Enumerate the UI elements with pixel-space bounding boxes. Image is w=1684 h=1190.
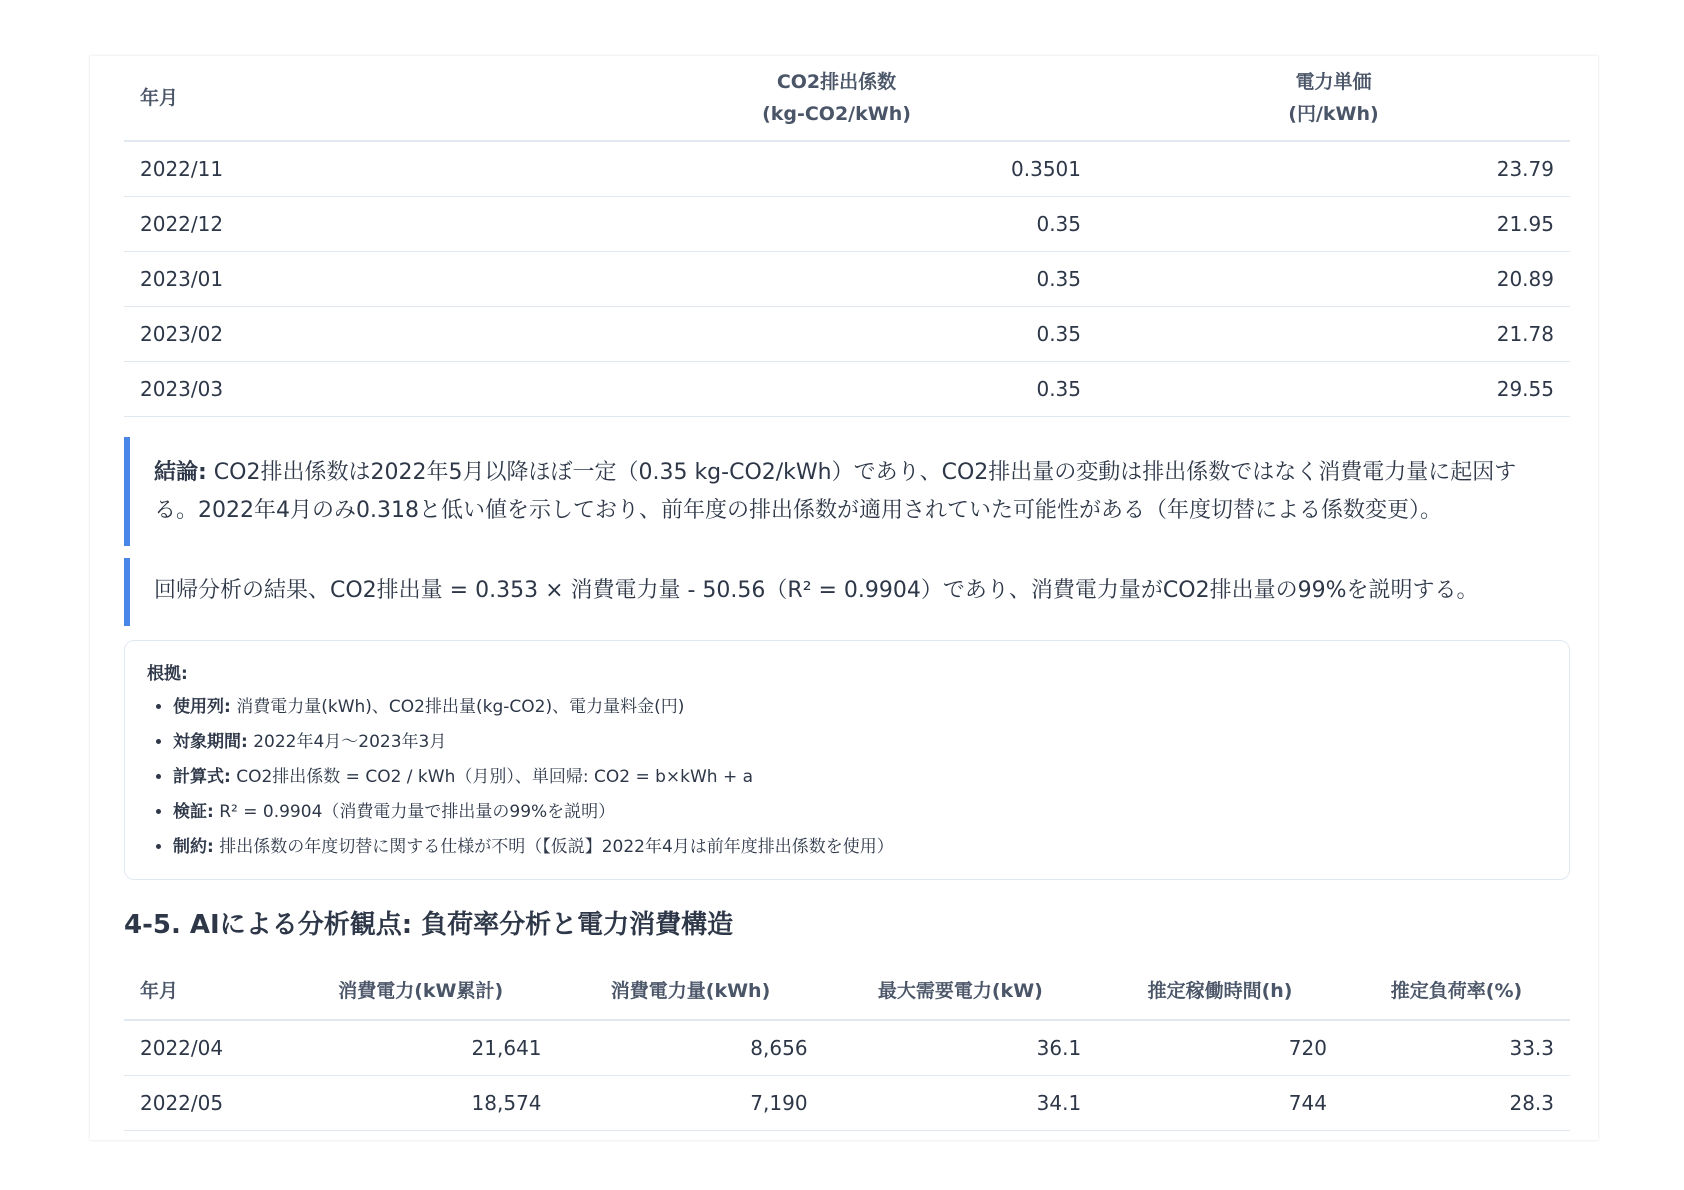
cell-unit-price: 21.78 — [1097, 307, 1570, 362]
evidence-text: 2022年4月〜2023年3月 — [247, 732, 447, 752]
header-kw-cumulative: 消費電力(kW累計) — [284, 963, 558, 1020]
table-row — [124, 1020, 1570, 1076]
list-item — [173, 690, 1547, 725]
cell-max-demand: 34.1 — [824, 1076, 1098, 1131]
cell-load-factor: 28.3 — [1343, 1076, 1570, 1131]
evidence-label: 使用列: — [173, 697, 231, 717]
load-factor-table — [124, 963, 1570, 1131]
section-heading: 4-5. AIによる分析観点: 負荷率分析と電力消費構造 — [124, 910, 734, 940]
cell-co2-factor: 0.35 — [576, 197, 1097, 252]
header-co2-factor: CO2排出係数 (kg-CO2/kWh) — [576, 56, 1097, 141]
list-item — [173, 830, 1547, 865]
cell-unit-price: 29.55 — [1097, 362, 1570, 417]
cell-unit-price: 23.79 — [1097, 141, 1570, 197]
header-max-demand: 最大需要電力(kW) — [824, 963, 1098, 1020]
evidence-text: CO2排出係数 = CO2 / kWh（月別）、単回帰: CO2 = b×kWh + a — [230, 767, 754, 787]
evidence-title: 根拠: — [147, 664, 188, 684]
table-row — [124, 252, 1570, 307]
cell-co2-factor: 0.35 — [576, 307, 1097, 362]
cell-kwh: 7,190 — [558, 1076, 824, 1131]
table-row — [124, 307, 1570, 362]
cell-kw-cumulative: 21,641 — [284, 1020, 558, 1076]
report-content — [124, 56, 1570, 1131]
list-item — [173, 795, 1547, 830]
evidence-label: 計算式: — [173, 767, 231, 787]
cell-kwh: 8,656 — [558, 1020, 824, 1076]
list-item — [173, 725, 1547, 760]
cell-co2-factor: 0.35 — [576, 252, 1097, 307]
evidence-label: 制約: — [173, 837, 214, 857]
cell-unit-price: 21.95 — [1097, 197, 1570, 252]
table-row — [124, 1076, 1570, 1131]
table-header-row — [124, 56, 1570, 141]
header-kwh: 消費電力量(kWh) — [558, 963, 824, 1020]
header-unit-price: 電力単価 (円/kWh) — [1097, 56, 1570, 141]
cell-load-factor: 33.3 — [1343, 1020, 1570, 1076]
conclusion-callout — [124, 437, 1570, 546]
cell-kw-cumulative: 18,574 — [284, 1076, 558, 1131]
evidence-text: 消費電力量(kWh)、CO2排出量(kg-CO2)、電力量料金(円) — [230, 697, 685, 717]
evidence-list — [147, 690, 1547, 865]
cell-year-month: 2022/04 — [124, 1020, 284, 1076]
header-year-month: 年月 — [124, 963, 284, 1020]
cell-year-month: 2023/02 — [124, 307, 576, 362]
cell-co2-factor: 0.35 — [576, 362, 1097, 417]
cell-year-month: 2022/12 — [124, 197, 576, 252]
evidence-label: 検証: — [173, 802, 214, 822]
table-header-row — [124, 963, 1570, 1020]
cell-co2-factor: 0.3501 — [576, 141, 1097, 197]
cell-year-month: 2022/05 — [124, 1076, 284, 1131]
header-year-month: 年月 — [124, 56, 576, 141]
cell-year-month: 2023/03 — [124, 362, 576, 417]
co2-price-table — [124, 56, 1570, 417]
cell-operating-hours: 720 — [1097, 1020, 1343, 1076]
report-page — [90, 56, 1598, 1140]
evidence-box — [124, 640, 1570, 880]
cell-year-month: 2023/01 — [124, 252, 576, 307]
regression-text: 回帰分析の結果、CO2排出量 = 0.353 × 消費電力量 - 50.56（R² = 0.9904）であり、消費電力量がCO2排出量の99%を説明する。 — [154, 578, 1479, 603]
table-row — [124, 362, 1570, 417]
header-load-factor: 推定負荷率(%) — [1343, 963, 1570, 1020]
cell-year-month: 2022/11 — [124, 141, 576, 197]
table-row — [124, 141, 1570, 197]
evidence-text: R² = 0.9904（消費電力量で排出量の99%を説明） — [213, 802, 616, 822]
evidence-text: 排出係数の年度切替に関する仕様が不明（【仮説】2022年4月は前年度排出係数を使用） — [213, 837, 894, 857]
cell-operating-hours: 744 — [1097, 1076, 1343, 1131]
regression-callout — [124, 558, 1570, 626]
evidence-label: 対象期間: — [173, 732, 248, 752]
list-item — [173, 760, 1547, 795]
header-operating-hours: 推定稼働時間(h) — [1097, 963, 1343, 1020]
table-row — [124, 197, 1570, 252]
cell-unit-price: 20.89 — [1097, 252, 1570, 307]
conclusion-label: 結論: — [154, 460, 207, 485]
cell-max-demand: 36.1 — [824, 1020, 1098, 1076]
conclusion-text: CO2排出係数は2022年5月以降ほぼ一定（0.35 kg-CO2/kWh）であり、CO2排出量の変動は排出係数ではなく消費電力量に起因する。2022年4月のみ0.318と低い値を示しており、前年度の排出係数が適用されていた可能性がある（年度切替による係数変更）。 — [154, 460, 1517, 523]
